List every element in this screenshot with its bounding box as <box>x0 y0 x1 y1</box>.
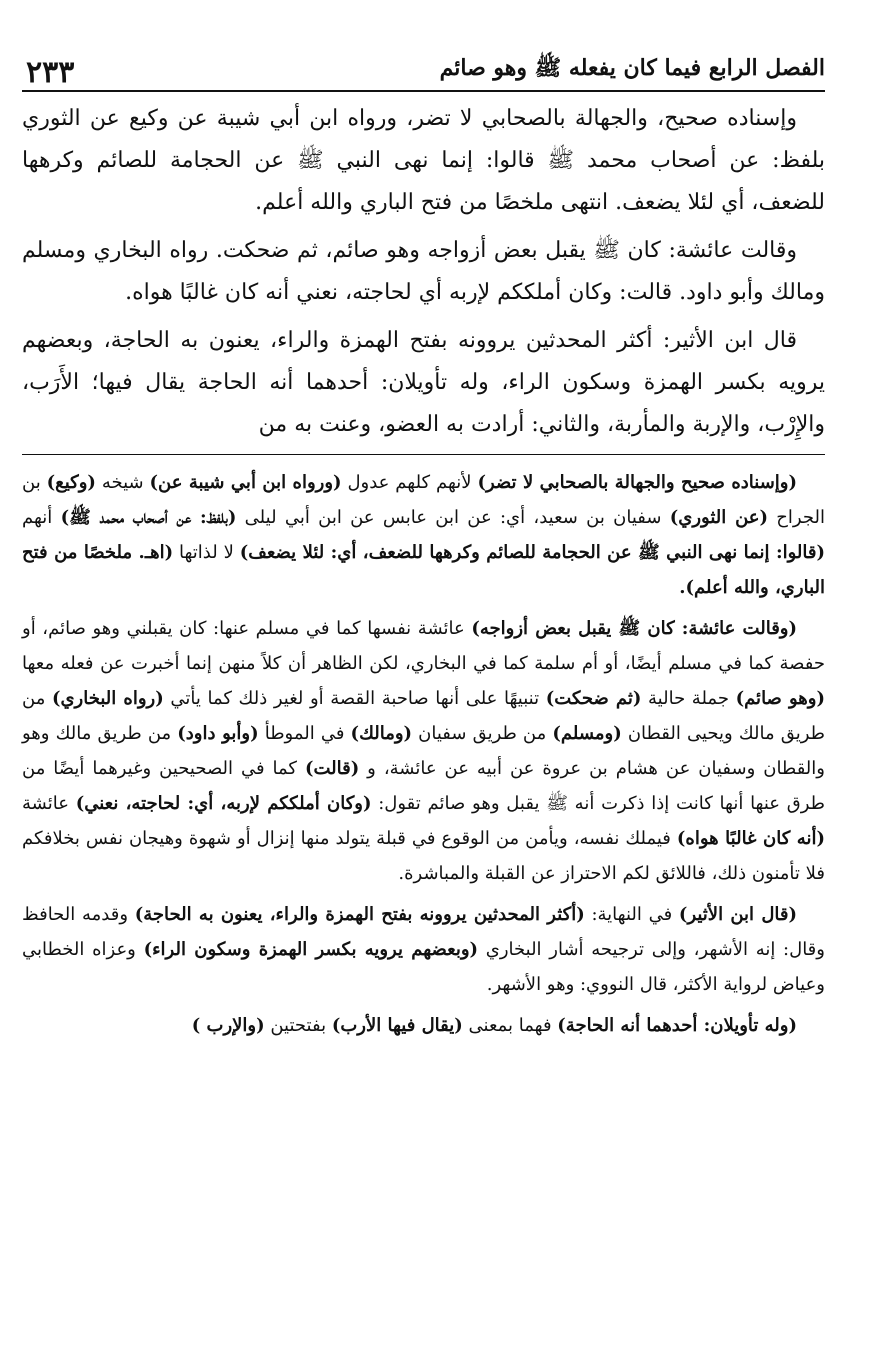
commentary-text: بفتحتين <box>264 1015 332 1036</box>
quoted-matn: (بلفظ: عن أصحاب محمد ﷺ) <box>60 507 237 528</box>
commentary-text: من طريق سفيان <box>412 723 553 744</box>
quoted-matn: (رواه البخاري) <box>51 688 164 709</box>
quoted-matn: (قال ابن الأثير) <box>678 904 798 925</box>
quoted-matn: (يقال فيها الأرب) <box>331 1015 463 1036</box>
quoted-matn: (وإسناده صحيح والجهالة بالصحابي لا تضر) <box>477 472 797 493</box>
main-paragraph: قال ابن الأثير: أكثر المحدثين يروونه بفتح الهمزة والراء، يعنون به الحاجة، وبعضهم يرويه بكسر الهمزة وسكون الراء، وله تأويلان: أحدهما أنه الحاجة يقال فيها؛ الأَرَب، والإِرْب، والإربة والمأربة، والثاني: أرادت به العضو، وعنت به من <box>22 328 825 437</box>
quoted-matn: (ثم ضحكت) <box>545 688 642 709</box>
commentary-separator <box>22 454 825 455</box>
commentary-paragraph <box>22 897 825 1002</box>
commentary-text: لأنهم كلهم عدول <box>341 472 478 493</box>
quoted-matn: (ورواه ابن أبي شيبة عن) <box>149 472 342 493</box>
quoted-matn: (قالت) <box>304 758 360 779</box>
quoted-matn: (وقالت عائشة: كان ﷺ يقبل بعض أزواجه) <box>471 618 798 639</box>
main-paragraph: وإسناده صحيح، والجهالة بالصحابي لا تضر، ورواه ابن أبي شيبة عن وكيع عن الثوري بلفظ: عن أصحاب محمد ﷺ قالوا: إنما نهى النبي ﷺ عن الحجامة للصائم وكرهها للضعف، أي لئلا يضعف. انتهى ملخصًا من فتح الباري والله أعلم. <box>22 106 826 215</box>
commentary-text: في الموطأ <box>258 723 351 744</box>
commentary-paragraph <box>22 1008 825 1043</box>
quoted-matn: (وهو صائم) <box>735 688 825 709</box>
quoted-matn: (وكيع) <box>46 472 96 493</box>
commentary-text: فيملك نفسه، ويأمن من الوقوع في قبلة يتولد منها إنزال أو شهوة وهيجان نفس بخلافكم فلا تأمنون ذلك، فاللائق لكم الاحتراز عن القبلة والمباشرة. <box>22 828 825 884</box>
main-paragraph: وقالت عائشة: كان ﷺ يقبل بعض أزواجه وهو صائم، ثم ضحكت. رواه البخاري ومسلم ومالك وأبو داود. قالت: وكان أملككم لإربه أي لحاجته، نعني أنه كان غالبًا هواه. <box>22 238 825 305</box>
commentary-text: بن الجراح <box>22 472 825 528</box>
quoted-matn: (ومالك) <box>350 723 413 744</box>
quoted-matn: (عن الثوري) <box>669 507 769 528</box>
commentary-text: وقدمه الحافظ وقال: إنه الأشهر، وإلى ترجيحه أشار البخاري <box>22 904 825 960</box>
page-number: ٢٣٣ <box>26 55 75 90</box>
commentary-text: كما في الصحيحين وغيرهما أيضًا من طرق عنها أنها كانت إذا ذكرت أنه ﷺ يقبل وهو صائم تقول: <box>22 758 825 814</box>
commentary-paragraph <box>22 465 825 605</box>
commentary-text: سفيان بن سعيد، أي: عن ابن عابس عن ابن أبي ليلى <box>236 507 670 528</box>
commentary-text: تنبيهًا على أنها صاحبة القصة أو لغير ذلك كما يأتي <box>163 688 546 709</box>
commentary <box>22 465 825 1043</box>
commentary-text: أنهم <box>22 507 61 528</box>
quoted-matn: (أنه كان غالبًا هواه) <box>676 828 825 849</box>
commentary-text: عائشة <box>22 793 76 814</box>
quoted-matn: (قالوا: إنما نهى النبي ﷺ عن الحجامة للصائم وكرهها للضعف، أي: لئلا يضعف) <box>239 542 825 563</box>
quoted-matn: (ومسلم) <box>552 723 622 744</box>
commentary-paragraph <box>22 611 825 891</box>
commentary-text: عائشة نفسها كما في مسلم عنها: كان يقبلني وهو صائم، أو حفصة كما في مسلم أيضًا، أو أم سلمة كما في البخاري، لكن الظاهر أن كلاً منهن إنما أخبرت عن فعله معها <box>22 618 825 674</box>
quoted-matn: (وله تأويلان: أحدهما أنه الحاجة) <box>557 1015 797 1036</box>
commentary-text: شيخه <box>95 472 150 493</box>
commentary-text: من طريق مالك ويحيى القطان <box>22 688 825 744</box>
quoted-matn: (أكثر المحدثين يروونه بفتح الهمزة والراء، يعنون به الحاجة) <box>134 904 585 925</box>
quoted-matn: (وأبو داود) <box>177 723 259 744</box>
quoted-matn: (وبعضهم يرويه بكسر الهمزة وسكون الراء) <box>143 939 479 960</box>
commentary-text: وعزاه الخطابي وعياض لرواية الأكثر، قال النووي: وهو الأشهر. <box>22 939 825 995</box>
running-title: الفصل الرابع فيما كان يفعله ﷺ وهو صائم <box>439 55 825 81</box>
commentary-text: جملة حالية <box>641 688 736 709</box>
quoted-matn: (اهـ. ملخصًا من فتح الباري، والله أعلم). <box>22 542 825 598</box>
quoted-matn: (وكان أملككم لإربه، أي: لحاجته، نعني) <box>75 793 372 814</box>
commentary-text: في النهاية: <box>584 904 679 925</box>
page-header <box>22 40 825 92</box>
commentary-text: لا لذاتها <box>173 542 240 563</box>
quoted-matn: (والإرب ) <box>191 1015 265 1036</box>
commentary-text: من طريق مالك وهو والقطان وسفيان عن هشام بن عروة عن أبيه عن عائشة، و <box>22 723 825 779</box>
main-text <box>22 98 825 446</box>
commentary-text: فهما بمعنى <box>462 1015 558 1036</box>
